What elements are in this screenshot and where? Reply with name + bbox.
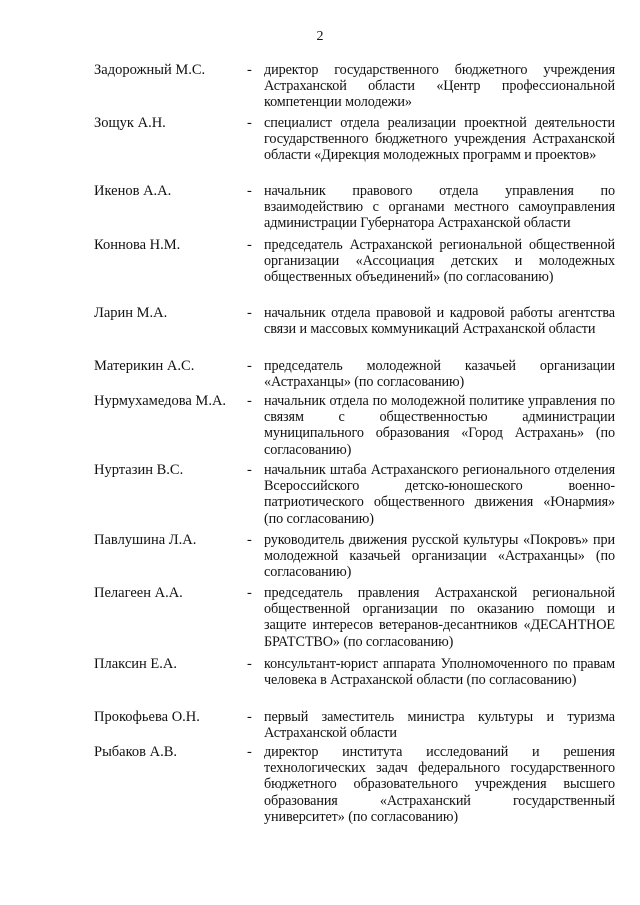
- dash-separator: -: [247, 462, 252, 478]
- member-position: начальник отдела по молодежной политике управления по связям с общественностью администрации муниципального образования «Город Астрахань» (по согласованию): [264, 393, 615, 458]
- member-name: Плаксин Е.А.: [94, 656, 177, 672]
- dash-separator: -: [247, 358, 252, 374]
- member-name: Коннова Н.М.: [94, 237, 181, 253]
- member-position: начальник отдела правовой и кадровой работы агентства связи и массовых коммуникаций Астраханской области: [264, 305, 615, 338]
- member-name: Нурмухамедова М.А.: [94, 393, 227, 409]
- member-position: руководитель движения русской культуры «Покровъ» при молодежной казачьей организации «Астраханцы» (по согласованию): [264, 532, 615, 581]
- member-position: консультант-юрист аппарата Уполномоченного по правам человека в Астраханской области (по согласованию): [264, 656, 615, 689]
- member-position: председатель Астраханской региональной общественной организации «Ассоциация детских и молодежных общественных объединений» (по согласованию): [264, 237, 615, 286]
- dash-separator: -: [247, 115, 252, 131]
- member-position: начальник штаба Астраханского регионального отделения Всероссийского детско-юношеского военно-патриотического общественного движения «Юнармия» (по согласованию): [264, 462, 615, 527]
- dash-separator: -: [247, 183, 252, 199]
- member-name: Зощук А.Н.: [94, 115, 166, 131]
- member-position: специалист отдела реализации проектной деятельности государственного бюджетного учреждения Астраханской области «Дирекция молодежных программ и проектов»: [264, 115, 615, 164]
- member-name: Икенов А.А.: [94, 183, 172, 199]
- dash-separator: -: [247, 532, 252, 548]
- member-position: начальник правового отдела управления по взаимодействию с органами местного самоуправления администрации Губернатора Астраханской области: [264, 183, 615, 232]
- member-position: первый заместитель министра культуры и туризма Астраханской области: [264, 709, 615, 742]
- member-name: Прокофьева О.Н.: [94, 709, 200, 725]
- page-number: 2: [316, 29, 324, 44]
- dash-separator: -: [247, 305, 252, 321]
- dash-separator: -: [247, 744, 252, 760]
- member-name: Павлушина Л.А.: [94, 532, 197, 548]
- member-name: Пелагеен А.А.: [94, 585, 183, 601]
- member-position: председатель правления Астраханской региональной общественной организации по оказанию помощи и защите интересов ветеранов-десантников «ДЕСАНТНОЕ БРАТСТВО» (по согласованию): [264, 585, 615, 650]
- member-position: директор института исследований и решения технологических задач федерального государственного бюджетного образовательного учреждения высшего образования «Астраханский государственный университет» (по согласованию): [264, 744, 615, 825]
- member-name: Ларин М.А.: [94, 305, 168, 321]
- member-name: Нуртазин В.С.: [94, 462, 184, 478]
- dash-separator: -: [247, 709, 252, 725]
- dash-separator: -: [247, 585, 252, 601]
- dash-separator: -: [247, 393, 252, 409]
- member-position: председатель молодежной казачьей организации «Астраханцы» (по согласованию): [264, 358, 615, 391]
- dash-separator: -: [247, 62, 252, 78]
- member-position: директор государственного бюджетного учреждения Астраханской области «Центр профессиональной компетенции молодежи»: [264, 62, 615, 111]
- dash-separator: -: [247, 237, 252, 253]
- member-name: Рыбаков А.В.: [94, 744, 178, 760]
- dash-separator: -: [247, 656, 252, 672]
- member-name: Материкин А.С.: [94, 358, 195, 374]
- member-name: Задорожный М.С.: [94, 62, 206, 78]
